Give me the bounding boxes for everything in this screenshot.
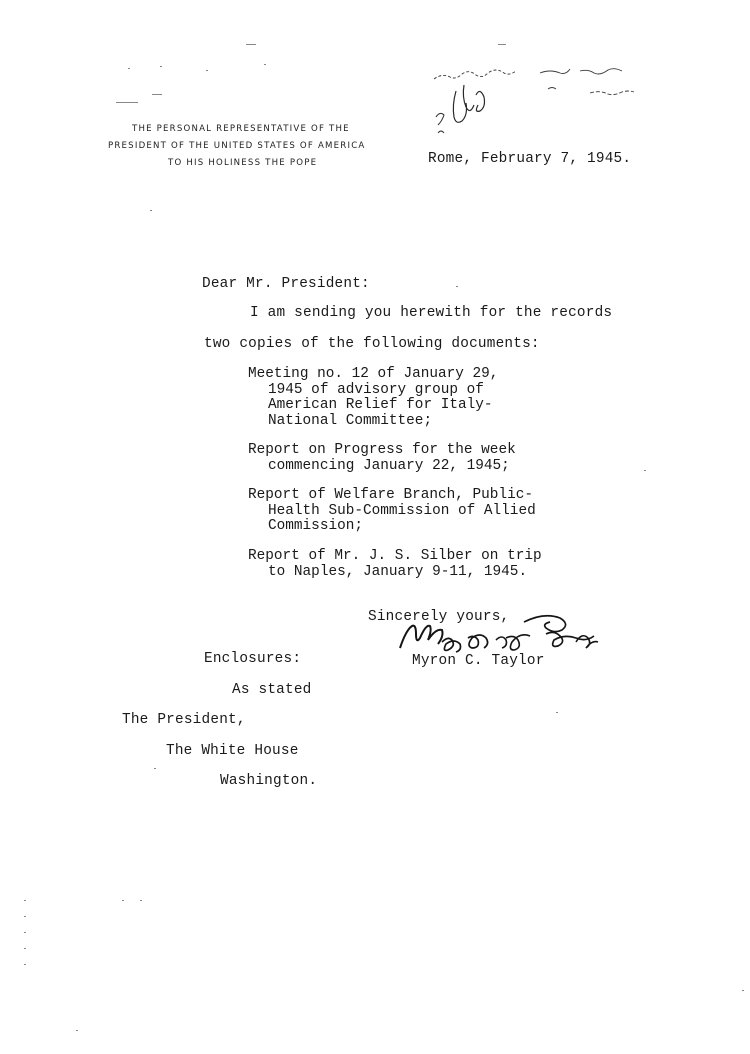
body-line-1: I am sending you herewith for the records (250, 305, 613, 321)
document-3-line-2: Health Sub-Commission of Allied (268, 502, 536, 519)
address-line-2: The White House (166, 743, 299, 759)
document-1-line-3: American Relief for Italy- (268, 397, 493, 413)
document-2-line-2: commencing January 22, 1945; (268, 457, 510, 474)
scan-mark (742, 990, 744, 991)
document-4-line-1: Report of Mr. J. S. Silber on trip (248, 548, 542, 564)
scan-mark (24, 916, 26, 917)
document-1-line-1: Meeting no. 12 of January 29, (248, 366, 499, 382)
scan-mark (152, 94, 162, 95)
letterhead-line-2: PRESIDENT OF THE UNITED STATES OF AMERICA (108, 141, 366, 151)
document-3-line-3: Commission; (268, 518, 363, 534)
scan-mark (150, 210, 152, 211)
letterhead-line-3: TO HIS HOLINESS THE POPE (168, 158, 318, 168)
scan-mark (556, 712, 558, 713)
scan-mark (128, 68, 130, 69)
document-3-line-1: Report of Welfare Branch, Public- (248, 487, 533, 503)
scan-mark (264, 64, 266, 65)
document-1-line-4: National Committee; (268, 412, 433, 429)
letterhead-line-1: THE PERSONAL REPRESENTATIVE OF THE (132, 124, 350, 134)
scan-mark (456, 286, 458, 287)
list-item (248, 443, 516, 474)
scan-mark (644, 470, 646, 471)
enclosures-label: Enclosures: (204, 651, 302, 667)
list-item (248, 488, 536, 535)
signer-name: Myron C. Taylor (412, 653, 545, 669)
scan-mark (24, 900, 26, 901)
list-item (248, 549, 542, 580)
scan-mark (246, 44, 256, 45)
body-line-2: two copies of the following documents: (204, 336, 540, 352)
scan-mark (140, 900, 142, 901)
scan-mark (24, 964, 26, 965)
scan-mark (76, 1030, 78, 1031)
scan-mark (116, 102, 138, 103)
handwritten-annotation-icon (420, 55, 660, 145)
scan-mark (122, 900, 124, 901)
scan-mark (154, 768, 156, 769)
salutation: Dear Mr. President: (202, 276, 370, 292)
scan-mark (160, 66, 162, 67)
document-1-line-2: 1945 of advisory group of (268, 381, 484, 398)
scan-mark (498, 44, 506, 45)
scan-mark (206, 70, 208, 71)
closing: Sincerely yours, (368, 609, 510, 625)
dateline: Rome, February 7, 1945. (428, 151, 632, 167)
enclosures-value: As stated (232, 682, 312, 698)
list-item (248, 367, 498, 429)
document-4-line-2: to Naples, January 9-11, 1945. (268, 563, 528, 580)
scan-mark (24, 932, 26, 933)
document-2-line-1: Report on Progress for the week (248, 442, 516, 458)
address-line-1: The President, (122, 712, 246, 728)
address-line-3: Washington. (220, 773, 318, 789)
scan-mark (24, 948, 26, 949)
